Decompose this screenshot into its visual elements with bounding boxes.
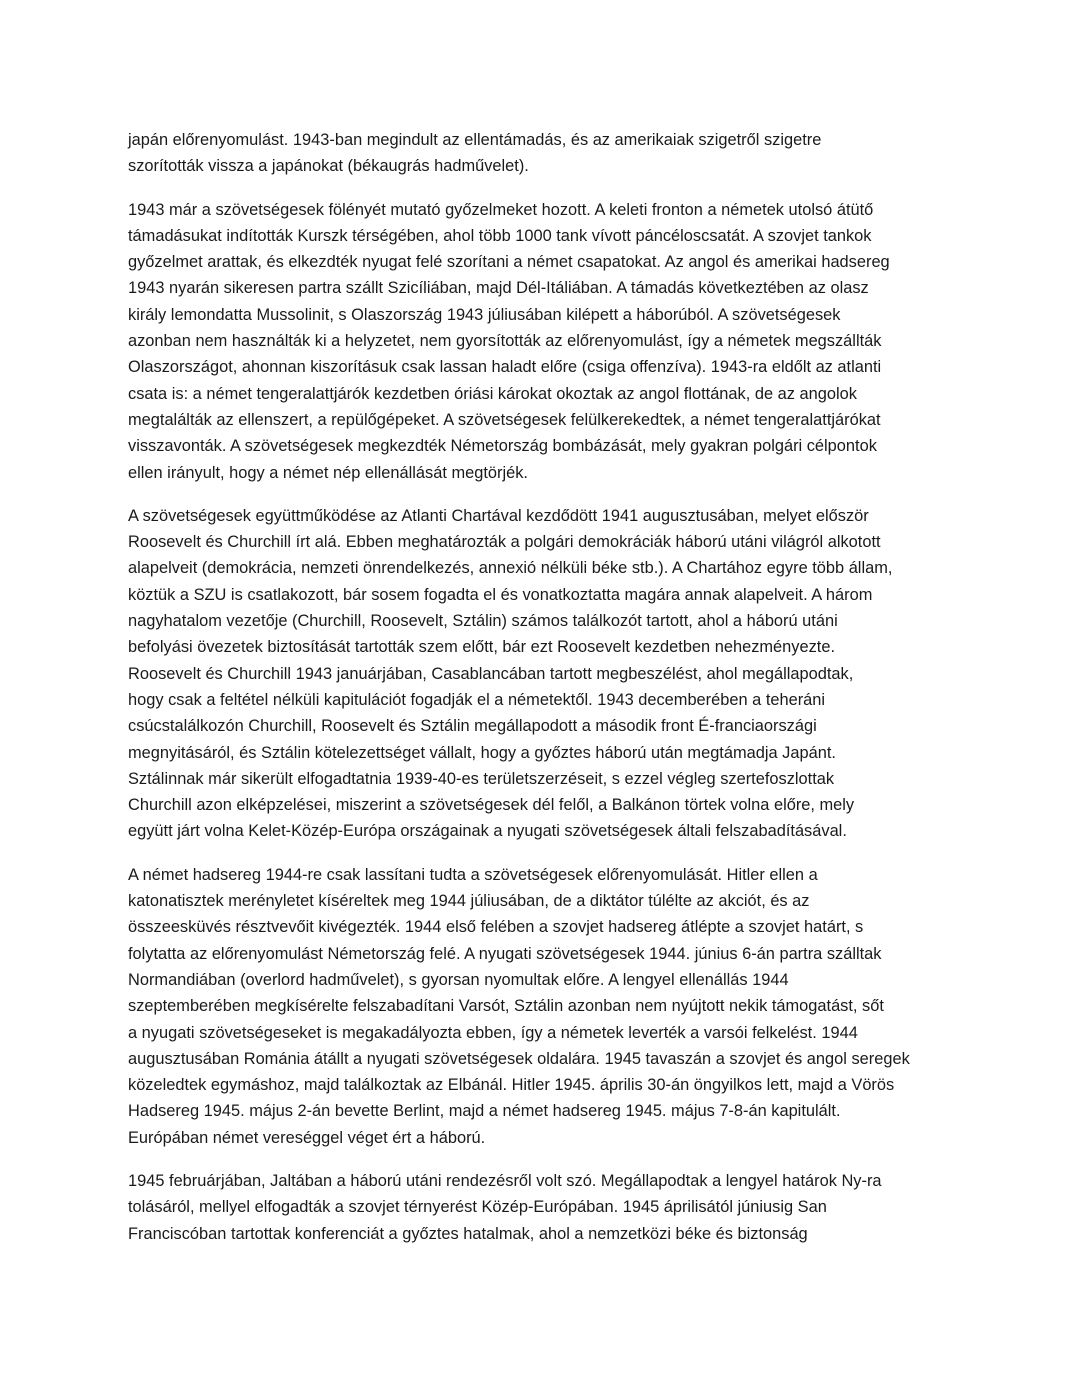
- text-line: katonatisztek merényletet kíséreltek meg 1944 júliusában, de a diktátor túlélte az akciót, és az: [128, 892, 810, 911]
- text-line: nagyhatalom vezetője (Churchill, Roosevelt, Sztálin) számos találkozót tartott, ahol a háború utáni: [128, 612, 838, 631]
- text-line: csúcstalálkozón Churchill, Roosevelt és Sztálin megállapodott a második front É-franciaországi: [128, 717, 817, 736]
- text-line: a nyugati szövetségeseket is megakadályozta ebben, így a németek leverték a varsói felkelést. 1944: [128, 1023, 858, 1042]
- text-line: 1945 februárjában, Jaltában a háború utáni rendezésről volt szó. Megállapodtak a lengyel határok Ny-ra: [128, 1171, 882, 1190]
- text-line: Európában német vereséggel véget ért a háború.: [128, 1128, 486, 1147]
- text-line: Franciscóban tartottak konferenciát a győztes hatalmak, ahol a nemzetközi béke és biztonság: [128, 1224, 808, 1243]
- text-line: győzelmet arattak, és elkezdték nyugat felé szorítani a német csapatokat. Az angol és amerikai hadsereg: [128, 253, 890, 272]
- text-line: király lemondatta Mussolinit, s Olaszország 1943 júliusában kilépett a háborúból. A szövetségesek: [128, 305, 841, 324]
- text-line: 1943 nyarán sikeresen partra szállt Szicíliában, majd Dél-Itáliában. A támadás következtében az olasz: [128, 279, 869, 298]
- text-line: köztük a SZU is csatlakozott, bár sosem fogadta el és vonatkoztatta magára annak alapelveit. A három: [128, 585, 873, 604]
- text-line: augusztusában Románia átállt a nyugati szövetségesek oldalára. 1945 tavaszán a szovjet és angol seregek: [128, 1049, 910, 1068]
- paragraph-allied-cooperation: [128, 503, 958, 845]
- text-line: A német hadsereg 1944-re csak lassítani tudta a szövetségesek előrenyomulását. Hitler ellen a: [128, 865, 818, 884]
- text-line: Olaszországot, ahonnan kiszorításuk csak lassan haladt előre (csiga offenzíva). 1943-ra eldőlt az atlanti: [128, 358, 882, 377]
- text-line: Churchill azon elképzelései, miszerint a szövetségesek dél felől, a Balkánon törtek volna előre, mely: [128, 796, 855, 815]
- text-line: támadásukat indították Kurszk térségében, ahol több 1000 tank vívott páncéloscsatát. A szovjet tankok: [128, 226, 872, 245]
- text-line: japán előrenyomulást. 1943-ban megindult az ellentámadás, és az amerikaiak szigetről szigetre: [128, 131, 822, 149]
- paragraph-1943-victories: [128, 197, 958, 486]
- text-line: Sztálinnak már sikerült elfogadtatnia 1939-40-es területszerzéseit, s ezzel végleg szertefoszlottak: [128, 769, 835, 788]
- text-line: Normandiában (overlord hadművelet), s gyorsan nyomultak előre. A lengyel ellenállás 1944: [128, 970, 789, 989]
- text-line: folytatta az előrenyomulást Németország felé. A nyugati szövetségesek 1944. június 6-án partra szálltak: [128, 944, 882, 963]
- text-line: hogy csak a feltétel nélküli kapitulációt fogadják el a németektől. 1943 decemberében a teheráni: [128, 690, 826, 709]
- paragraph-1944-1945: [128, 862, 958, 1151]
- text-line: Roosevelt és Churchill írt alá. Ebben meghatározták a polgári demokráciák háború utáni világról alkotott: [128, 533, 881, 552]
- text-line: befolyási övezetek biztosítását tartották szem előtt, bár ezt Roosevelt kezdetben nehezményezte.: [128, 638, 835, 657]
- text-line: tolásáról, mellyel elfogadták a szovjet térnyerést Közép-Európában. 1945 áprilisától júniusig San: [128, 1198, 827, 1217]
- text-line: A szövetségesek együttműködése az Atlanti Chartával kezdődött 1941 augusztusában, melyet először: [128, 506, 869, 525]
- paragraph-pacific-war: [128, 127, 958, 180]
- text-line: közeledtek egymáshoz, majd találkoztak az Elbánál. Hitler 1945. április 30-án öngyilkos lett, majd a Vörös: [128, 1076, 895, 1095]
- text-line: alapelveit (demokrácia, nemzeti önrendelkezés, annexió nélküli béke stb.). A Chartához egyre több állam,: [128, 559, 893, 578]
- text-line: megtalálták az ellenszert, a repülőgépeket. A szövetségesek felülkerekedtek, a német tengeralattjárókat: [128, 410, 881, 429]
- text-line: Hadsereg 1945. május 2-án bevette Berlint, majd a német hadsereg 1945. május 7-8-án kapitulált.: [128, 1102, 841, 1121]
- text-line: csata is: a német tengeralattjárók kezdetben óriási károkat okoztak az angol flottának, de az angolok: [128, 384, 857, 403]
- text-line: megnyitásáról, és Sztálin kötelezettséget vállalt, hogy a győztes háború után megtámadja Japánt.: [128, 743, 836, 762]
- text-line: visszavonták. A szövetségesek megkezdték Németország bombázását, mely gyakran polgári célpontok: [128, 437, 877, 456]
- paragraph-yalta: [128, 1168, 958, 1247]
- text-line: együtt járt volna Kelet-Közép-Európa országainak a nyugati szövetségesek általi felszabadításával.: [128, 822, 847, 841]
- text-line: összeesküvés résztvevőit kivégezték. 1944 első felében a szovjet hadsereg átlépte a szovjet határt, s: [128, 918, 864, 937]
- text-line: azonban nem használták ki a helyzetet, nem gyorsították az előrenyomulást, így a németek megszállták: [128, 332, 882, 351]
- text-line: szorították vissza a japánokat (békaugrás hadművelet).: [128, 157, 529, 176]
- text-line: szeptemberében megkísérelte felszabadítani Varsót, Sztálin azonban nem nyújtott nekik támogatást, sőt: [128, 997, 884, 1016]
- text-line: 1943 már a szövetségesek fölényét mutató győzelmeket hozott. A keleti fronton a németek utolsó átütő: [128, 200, 874, 219]
- document-page: [128, 127, 958, 1264]
- text-line: Roosevelt és Churchill 1943 januárjában, Casablancában tartott megbeszélést, ahol megállapodtak,: [128, 664, 854, 683]
- text-line: ellen irányult, hogy a német nép ellenállását megtörjék.: [128, 463, 528, 482]
